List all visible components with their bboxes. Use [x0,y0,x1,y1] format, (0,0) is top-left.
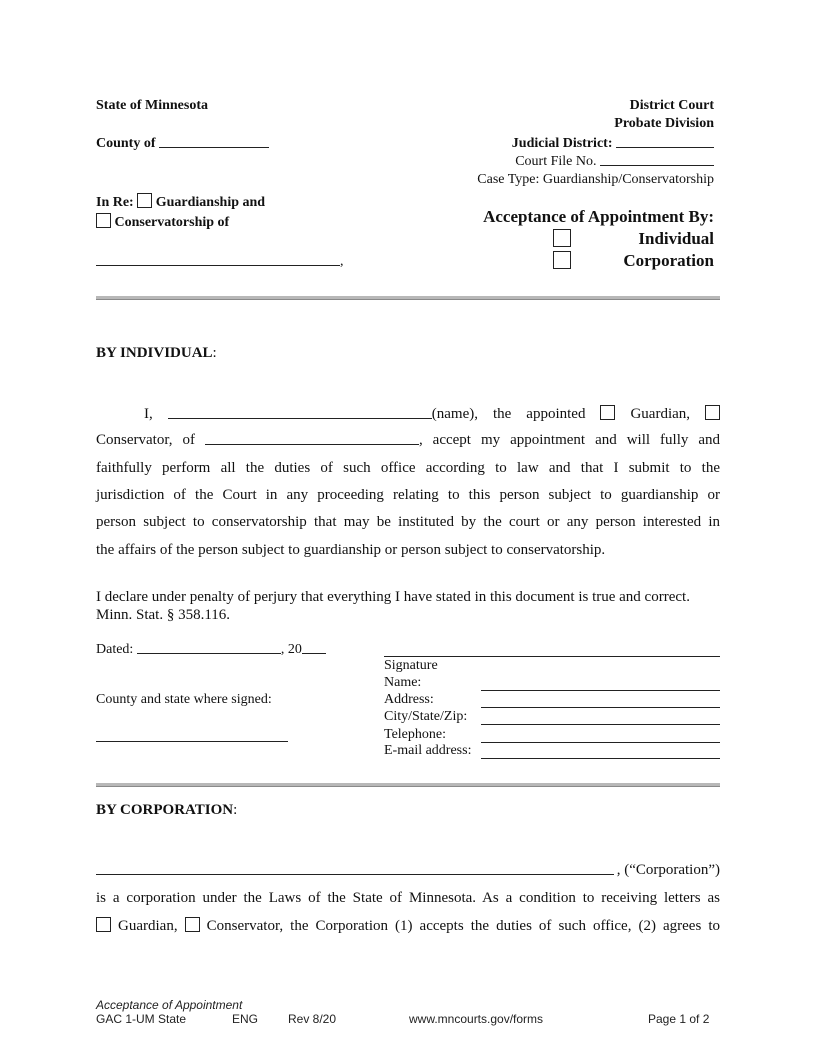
corporation-line-3 [96,917,720,935]
i-pronoun: I, [144,406,153,422]
corporation-checkbox-box[interactable] [553,251,571,269]
individual-heading-colon: : [212,345,217,361]
court-file-field[interactable] [600,153,714,166]
county-label-text: County of [96,136,156,151]
county-label [96,135,269,152]
signature-label: Signature [384,658,438,673]
telephone-field[interactable] [481,742,720,743]
corporation-option-label: Corporation [623,251,714,270]
footer-language: ENG [232,1012,259,1026]
individual-option-label: Individual [638,229,714,248]
county-field[interactable] [159,135,269,148]
name-appointed-text: (name), the appointed [431,406,586,422]
corporation-conservator-checkbox[interactable] [185,917,200,932]
judicial-district-label: Judicial District: [511,136,613,151]
county-state-label: County and state where signed: [96,692,272,707]
county-state-field[interactable] [96,741,288,742]
individual-heading [96,345,217,362]
case-type: Case Type: Guardianship/Conservatorship [477,172,714,187]
ward-name-field[interactable] [96,253,344,270]
corporation-line-2: is a corporation under the Laws of the State of Minnesota. As a condition to receiving letters as [96,890,720,906]
dated-field[interactable] [137,641,281,654]
signature-field[interactable] [384,656,720,657]
corporation-checkbox[interactable] [553,251,571,274]
individual-guardian-label: Guardian, [630,406,691,422]
corporation-duties-text: Conservator, the Corporation (1) accepts the duties of such office, (2) agrees to [206,918,720,934]
conservatorship-label: Conservatorship of [114,215,230,230]
acceptance-title: Acceptance of Appointment By: [483,207,714,226]
address-label: Address: [384,692,434,707]
individual-guardian-checkbox[interactable] [600,405,615,420]
state-label: State of Minnesota [96,98,208,113]
footer-page-number: Page 1 of 2 [648,1012,710,1026]
court-label: District Court [629,98,714,113]
court-file-label: Court File No. [515,154,597,169]
conservatorship-checkbox[interactable] [96,213,111,228]
person-name-field[interactable] [205,432,419,445]
footer-form-code: GAC 1-UM State [96,1012,187,1026]
individual-line-4: jurisdiction of the Court in any proceeding relating to this person subject to guardianship or [96,487,720,503]
year-field[interactable] [302,641,326,654]
corporation-name-field[interactable] [96,862,614,875]
dated-line [96,641,326,658]
individual-conservator-label: Conservator, of [96,432,195,448]
accept-text: , accept my appointment and will fully and [418,432,720,448]
corporation-line-1 [96,862,720,879]
footer-revision: Rev 8/20 [288,1012,337,1026]
corporation-guardian-checkbox[interactable] [96,917,111,932]
section-divider-2 [96,783,720,787]
address-field[interactable] [481,707,720,708]
individual-checkbox[interactable] [553,229,571,252]
guardianship-checkbox[interactable] [137,193,152,208]
city-field[interactable] [481,724,720,725]
judicial-district-field[interactable] [616,135,714,148]
in-re-label: In Re: [96,195,134,210]
judicial-district [512,135,714,152]
email-label: E-mail address: [384,743,472,758]
ward-comma: , [340,254,344,269]
name-label: Name: [384,675,422,690]
telephone-label: Telephone: [384,727,446,742]
corporation-heading-text: BY CORPORATION [96,802,234,818]
email-field[interactable] [481,758,720,759]
corporation-heading [96,802,237,819]
dated-label: Dated: [96,642,134,657]
individual-line-5: person subject to conservatorship that may be instituted by the court or any person interested in [96,514,720,530]
court-file [515,153,714,170]
individual-name-group [168,406,586,422]
section-divider-1 [96,296,720,300]
division-label: Probate Division [614,116,714,131]
in-re-line1 [96,193,265,211]
footer-website[interactable]: www.mncourts.gov/forms [409,1012,544,1026]
individual-name-field[interactable] [168,406,432,419]
individual-line-6: the affairs of the person subject to guardianship or person subject to conservatorship. [96,542,606,558]
corporation-quote: , (“Corporation”) [616,862,720,878]
year-prefix: , 20 [280,642,302,657]
city-label: City/State/Zip: [384,709,468,724]
footer-form-title: Acceptance of Appointment [96,998,243,1012]
individual-line-3: faithfully perform all the duties of such office according to law and that I submit to the [96,460,720,476]
corporation-guardian-label: Guardian, [118,918,178,934]
name-field[interactable] [481,690,720,691]
guardianship-label: Guardianship and [155,195,266,210]
corporation-heading-colon: : [233,802,238,818]
in-re-line2 [96,213,229,231]
person-name-group [205,432,720,448]
perjury-declaration: I declare under penalty of perjury that everything I have stated in this document is true and correct. Minn. Stat. § 358.116. [96,589,690,623]
individual-heading-text: BY INDIVIDUAL [96,345,213,361]
individual-line-2 [96,432,720,449]
individual-line-1 [144,405,720,423]
individual-checkbox-box[interactable] [553,229,571,247]
individual-conservator-checkbox[interactable] [705,405,720,420]
ward-name-line[interactable] [96,253,340,266]
